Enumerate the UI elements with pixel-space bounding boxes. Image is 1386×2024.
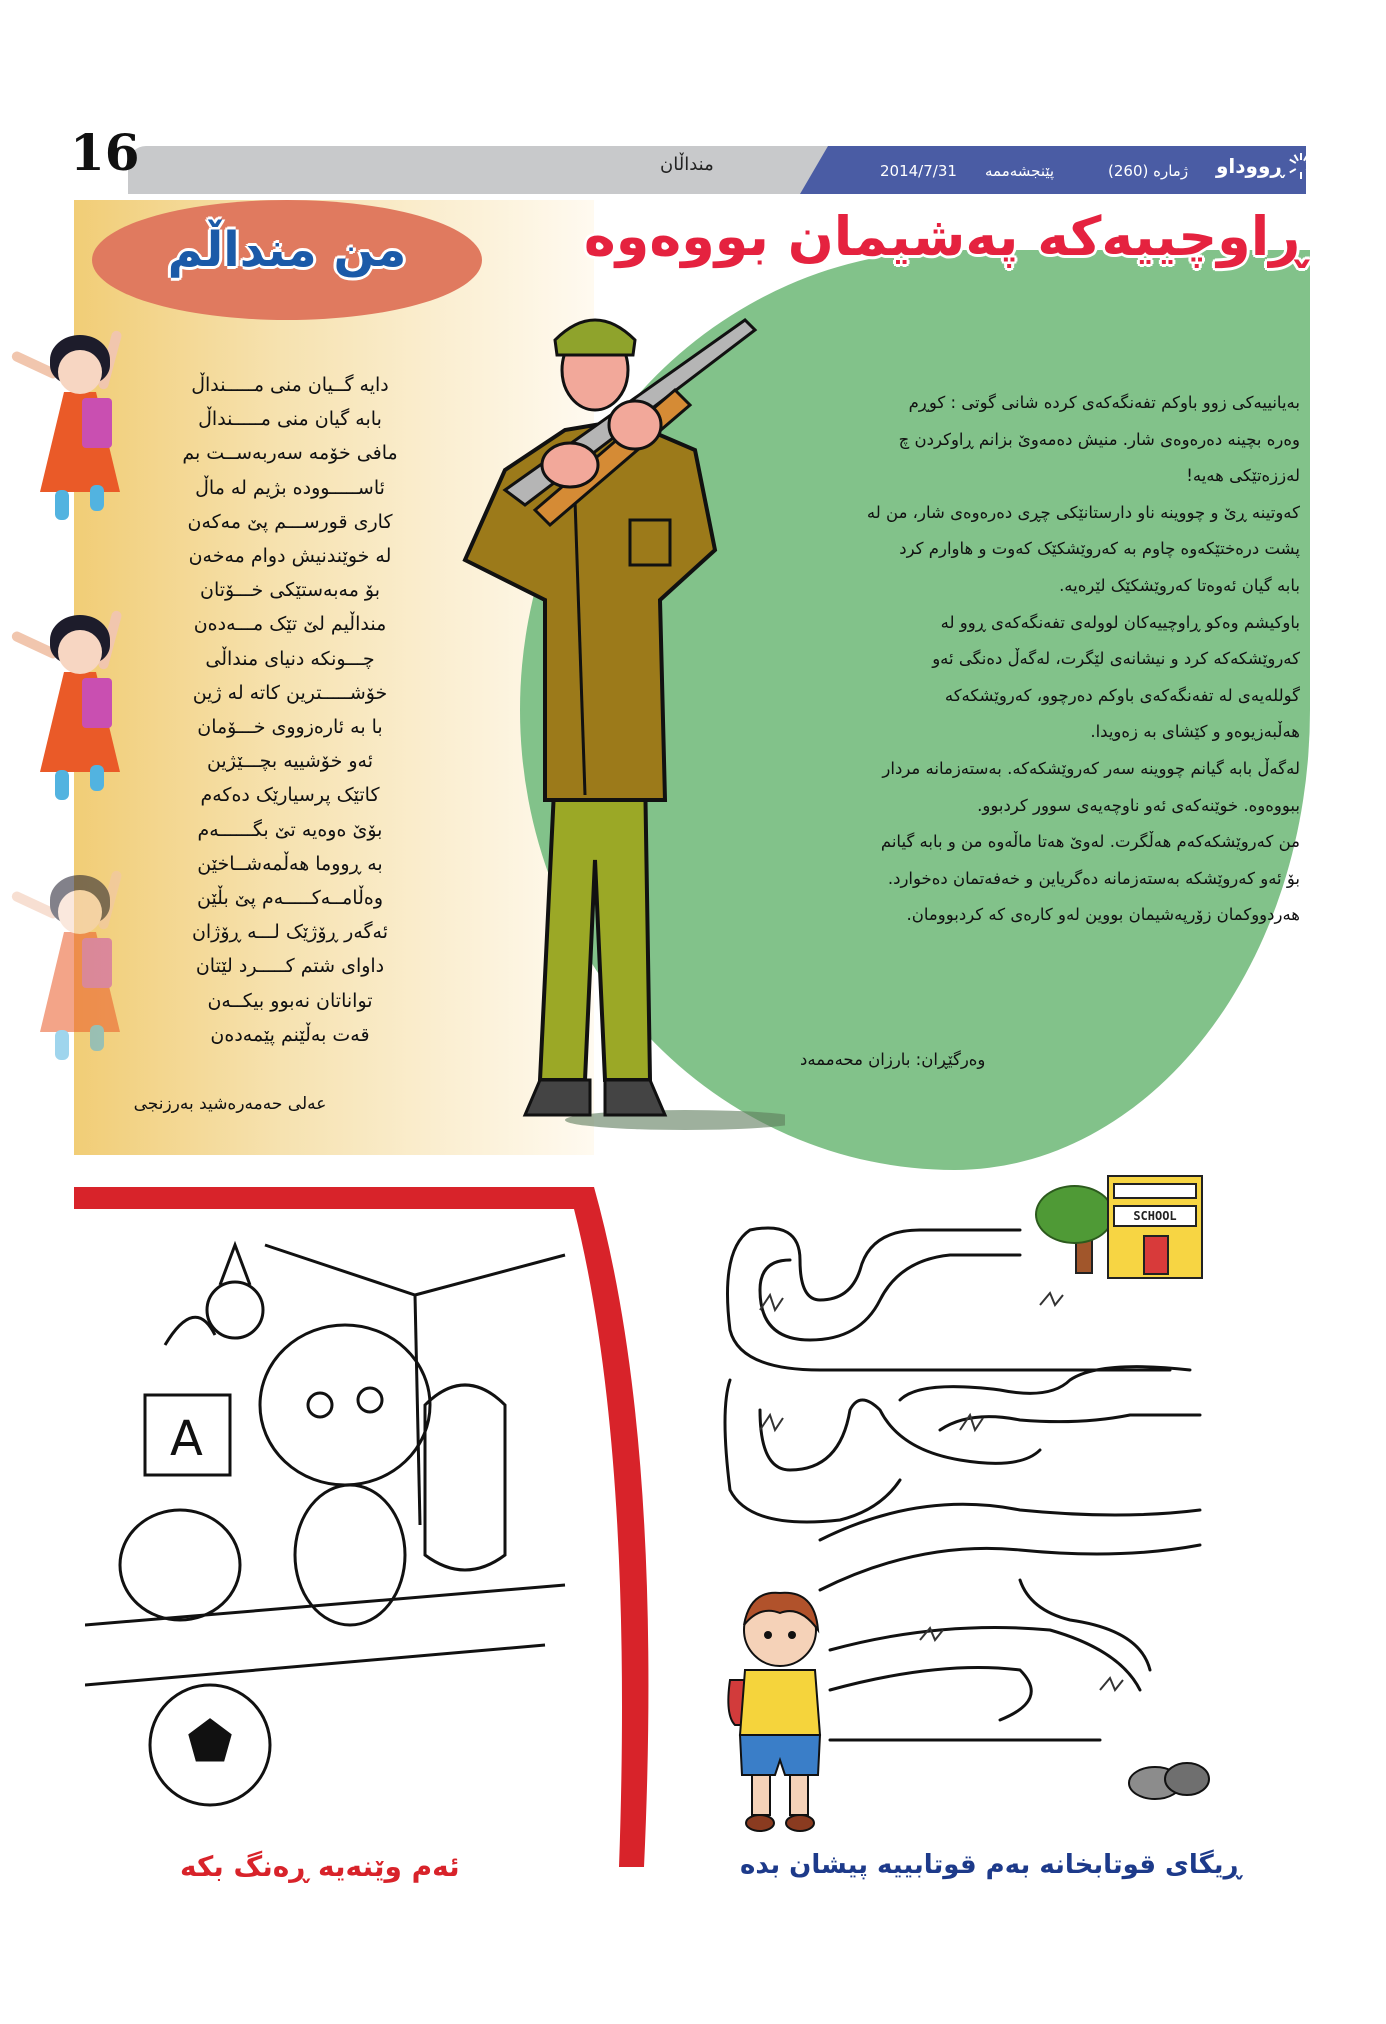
school-sign: SCHOOL [1113, 1205, 1197, 1227]
story-line: لەگەڵ بابە گیانم چووینە سەر کەروێشکەکە. بەستەزمانە مردار [882, 758, 1300, 778]
hunter-illustration [445, 300, 785, 1130]
logo-text: ڕووداو [1216, 154, 1285, 178]
story-line: باوکیشم وەکو ڕاوچییەکان لوولەی تفەنگەکەی ڕوو لە [940, 612, 1300, 632]
section-label: منداڵان [660, 154, 714, 175]
story-line: بەیانییەکی زوو باوکم تفەنگەکەی کردە شانی گوتی : کوڕم [908, 393, 1300, 412]
poem-line: کاری قورســـم پێ مەکەن [187, 510, 393, 533]
story-line: من کەروێشکەکەم هەڵگرت. لەوێ هەتا ماڵەوە من و بابە گیانم [880, 832, 1300, 852]
poem-line: قەت بەڵێنم پێمەدەن [210, 1023, 370, 1046]
story-line: لەززەتێکی هەیە! [1186, 466, 1300, 486]
rocks-illustration [1125, 1755, 1215, 1800]
poem-line: چـــونکە دنیای منداڵی [205, 647, 375, 670]
story-line: هەردووکمان زۆرپەشیمان بووین لەو کارەی کە کردبوومان. [906, 905, 1300, 925]
story-line: کەروێشکەکە کرد و نیشانەی لێگرت، لەگەڵ دەنگی ئەو [932, 649, 1300, 669]
story-translator: وەرگێڕان: بارزان محەممەد [800, 1050, 986, 1069]
schoolboy-illustration [720, 1585, 840, 1835]
poem-line: کاتێک پرسیارێک دەکەم [200, 784, 380, 807]
poem-author: عەلی حەمەرەشید بەرزنجی [133, 1094, 327, 1114]
header-gray-bar [128, 146, 828, 194]
poem-line: بۆ مەبەستێکی خـــۆتان [199, 579, 381, 602]
logo-burst-icon [1288, 153, 1314, 179]
poem-line: مافی خۆمە سەربەســت بم [182, 442, 398, 465]
coloring-page-illustration[interactable] [85, 1225, 585, 1825]
poem-line: ئەگەر ڕۆژێک لـــە ڕۆژان [191, 921, 389, 944]
issue-weekday: پێنجشەممە [985, 162, 1055, 180]
story-line: پشت درەختێکەوە چاوم بە کەروێشکێک کەوت و هاوارم کرد [899, 539, 1300, 559]
poem-line: داوای شتم کـــــرد لێتان [195, 955, 385, 978]
poem-line: بۆێ ەوەیە تێ بگــــــەم [197, 818, 383, 841]
maze-caption: ڕیگای قوتابخانە بەم قوتابییە پیشان بدە [740, 1850, 1242, 1880]
issue-number: ژمارە (260) [1108, 162, 1189, 180]
story-body [770, 385, 1300, 934]
story-line: ببووەوە. خوێنەکەی ئەو ناوچەیەی سوور کردبوو. [977, 795, 1300, 815]
page-number: 16 [70, 123, 140, 182]
story-line: هەڵبەزیوەو و کێشای بە زەویدا. [1090, 722, 1300, 742]
poem-line: دایە گــیان منی مـــــنداڵ [191, 374, 389, 396]
poem-line: خۆشـــــترین کاتە لە ژین [192, 681, 388, 704]
poem-line: منداڵیم لێ تێک مـــەدەن [193, 613, 387, 636]
story-line: وەرە بچینە دەرەوەی شار. منیش دەمەوێ بزانم ڕاوکردن چ [898, 429, 1300, 449]
svg-text:A: A [170, 1411, 203, 1467]
issue-date: 2014/7/31 [880, 162, 957, 180]
story-title: ڕاوچییەکە پەشیمان بووەوە [583, 205, 1306, 268]
story-line: بابە گیان ئەوەتا کەروێشکێک لێرەیە. [1059, 575, 1300, 595]
poem-line: ئەو خۆشییە بچـــێژین [206, 750, 374, 773]
story-line: گوللەیەی لە تفەنگەکەی باوکم دەرچوو، کەروێشکەکە [944, 685, 1300, 705]
girl-illustration [10, 320, 150, 520]
poem-line: وەڵامــەکـــــەم پێ بڵێن [196, 887, 383, 910]
girl-illustration [10, 860, 150, 1060]
poem-line: بە ڕووما هەڵمەشــاخێن [197, 852, 383, 875]
story-line: کەوتینە ڕێ و چووینە ناو دارستانێکی چڕی دەرەوەی شار، من لە [866, 502, 1300, 522]
poem-line: تواناتان نەبوو بیکــەن [207, 989, 373, 1012]
story-line: بۆ ئەو کەروێشکە بەستەزمانە دەگریاین و خەفەتمان دەخوارد. [887, 868, 1300, 888]
coloring-caption: ئەم وێنەیە ڕەنگ بکە [180, 1850, 460, 1883]
poem-body [140, 368, 440, 1052]
publication-logo [1216, 153, 1314, 179]
poem-line: لە خوێندنیش دوام مەخەن [188, 545, 392, 568]
girl-illustration [10, 600, 150, 800]
poem-title: من منداڵم [167, 222, 407, 278]
poem-line: ئاســـــوودە بژیم لە ماڵ [195, 476, 385, 499]
poem-line: بابە گیان منی مـــــنداڵ [198, 408, 382, 431]
poem-line: با بە ئارەزووی خـــۆمان [197, 716, 383, 739]
